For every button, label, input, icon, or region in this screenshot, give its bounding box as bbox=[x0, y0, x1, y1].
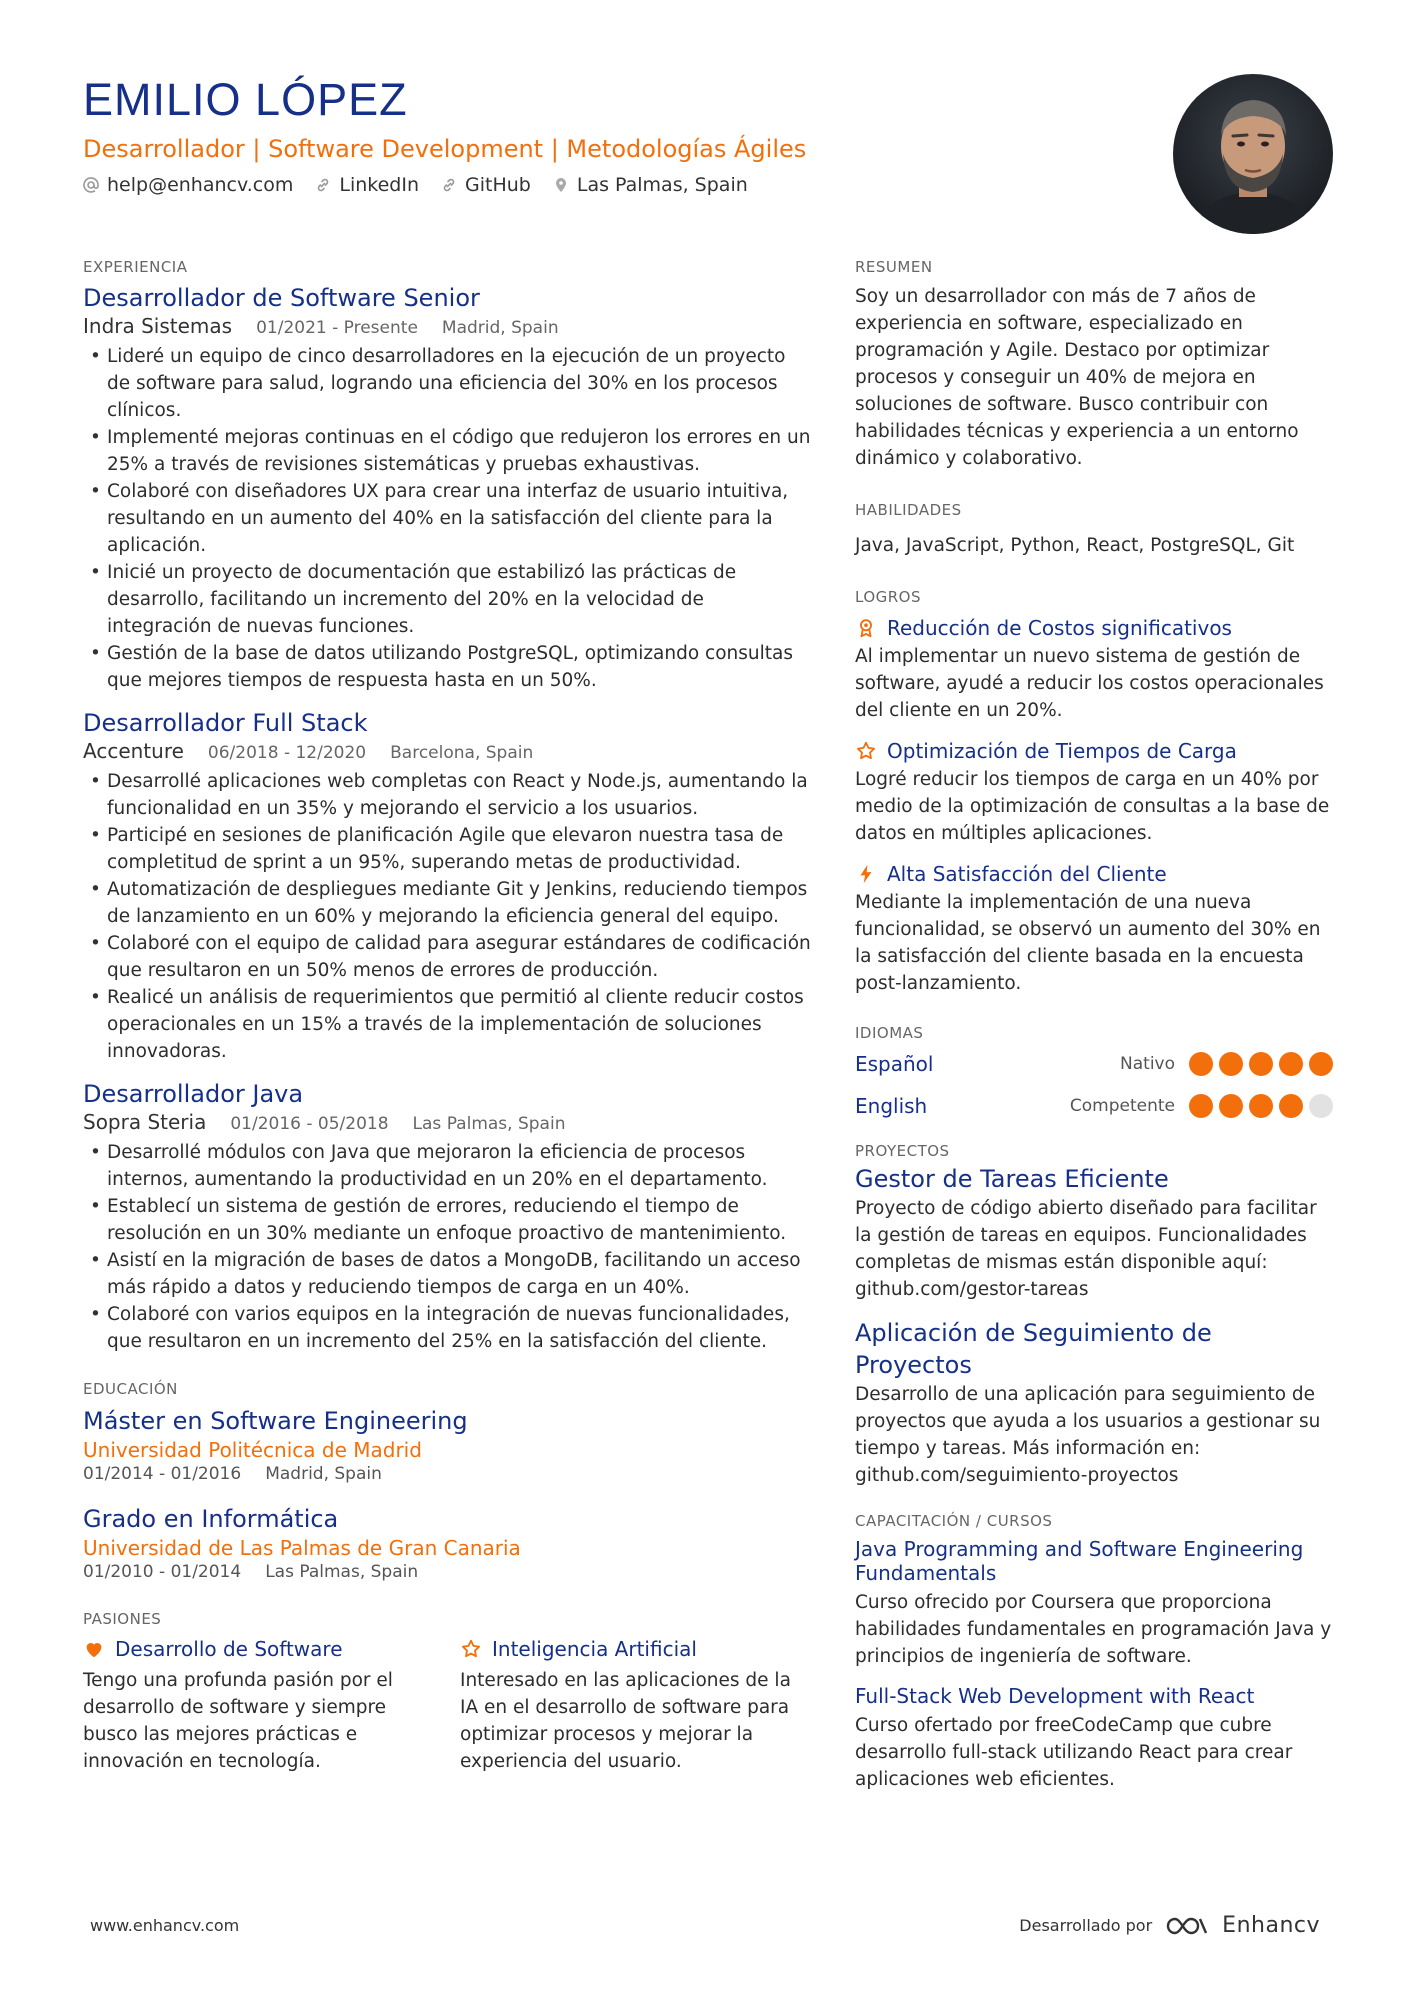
summary-heading: RESUMEN bbox=[855, 258, 933, 276]
education-degree: Máster en Software Engineering bbox=[83, 1407, 468, 1435]
skills-text: Java, JavaScript, Python, React, PostgreSQL, Git bbox=[855, 535, 1295, 556]
passions-heading: PASIONES bbox=[83, 1610, 162, 1628]
link-icon bbox=[441, 177, 457, 193]
project-desc: Proyecto de código abierto diseñado para facilitar la gestión de tareas en equipos. Funcionalidades completas de mismas están disponible aquí: github.com/gestor-tareas bbox=[855, 1198, 1317, 1300]
skills-heading: HABILIDADES bbox=[855, 501, 962, 519]
achievement-desc: Mediante la implementación de una nueva funcionalidad, se observó un aumento del 30% en la satisfacción del cliente basada en la encuesta post-lanzamiento. bbox=[855, 892, 1321, 994]
job-meta bbox=[83, 1109, 813, 1137]
footer-powered-by: Desarrollado por bbox=[1019, 1916, 1153, 1935]
education-location: Las Palmas, Spain bbox=[265, 1562, 419, 1582]
job-bullet: • Implementé mejoras continuas en el código que redujeron los errores en un 25% a través de revisiones sistemáticas y pruebas exhaustivas. bbox=[83, 424, 813, 478]
course-desc: Curso ofrecido por Coursera que proporciona habilidades fundamentales en programación Java y principios de ingeniería de software. bbox=[855, 1592, 1332, 1667]
language-rating bbox=[1189, 1052, 1333, 1076]
job-bullets bbox=[83, 1139, 813, 1355]
rating-dot-filled bbox=[1249, 1052, 1273, 1076]
job-bullet: • Gestión de la base de datos utilizando PostgreSQL, optimizando consultas que mejores tiempos de respuesta hasta en un 50%. bbox=[83, 640, 813, 694]
job-title: Desarrollador Java bbox=[83, 1080, 304, 1108]
language-rating bbox=[1189, 1094, 1333, 1118]
location-pin-icon bbox=[553, 177, 569, 193]
footer-brand-name: Enhancv bbox=[1222, 1913, 1320, 1938]
passion-desc: Interesado en las aplicaciones de la IA en el desarrollo de software para optimizar procesos y mejorar la experiencia del usuario. bbox=[460, 1670, 791, 1772]
education-meta bbox=[83, 1561, 813, 1583]
contact-location bbox=[553, 172, 748, 198]
passion-head bbox=[83, 1635, 428, 1663]
job-entry bbox=[83, 708, 813, 1065]
job-company: Sopra Steria bbox=[83, 1110, 207, 1134]
passion-desc: Tengo una profunda pasión por el desarrollo de software y siempre busco las mejores prácticas e innovación en tecnología. bbox=[83, 1670, 393, 1772]
star-icon bbox=[460, 1638, 482, 1660]
job-bullet: • Realicé un análisis de requerimientos que permitió al cliente reducir costos operacionales en un 15% a través de la implementación de soluciones innovadoras. bbox=[83, 984, 813, 1065]
right-column bbox=[855, 257, 1335, 1807]
language-name: English bbox=[855, 1094, 928, 1118]
achievement-title: Reducción de Costos significativos bbox=[887, 616, 1232, 640]
education-entry bbox=[83, 1503, 813, 1583]
job-dates: 01/2016 - 05/2018 bbox=[230, 1114, 389, 1134]
passions-list bbox=[83, 1635, 813, 1775]
education-degree: Grado en Informática bbox=[83, 1505, 339, 1533]
project-desc: Desarrollo de una aplicación para seguimiento de proyectos que ayuda a los usuarios a gestionar su tiempo y tareas. Más información en: github.com/seguimiento-proyectos bbox=[855, 1384, 1321, 1486]
job-bullet: • Colaboré con diseñadores UX para crear una interfaz de usuario intuitiva, resultando en un aumento del 40% en la satisfacción del cliente para la aplicación. bbox=[83, 478, 813, 559]
resume-header bbox=[83, 72, 1163, 198]
star-icon bbox=[855, 740, 877, 762]
job-entry bbox=[83, 283, 813, 694]
education-school: Universidad de Las Palmas de Gran Canaria bbox=[83, 1536, 521, 1560]
job-bullet: • Desarrollé módulos con Java que mejoraron la eficiencia de procesos internos, aumentando la productividad en un 20% en el departamento. bbox=[83, 1139, 813, 1193]
job-bullet: • Colaboré con el equipo de calidad para asegurar estándares de codificación que resultaron en un 50% menos de errores de producción. bbox=[83, 930, 813, 984]
job-bullet: • Establecí un sistema de gestión de errores, reduciendo el tiempo de resolución en un 30% mediante un enfoque proactivo de mantenimiento. bbox=[83, 1193, 813, 1247]
job-meta bbox=[83, 313, 813, 341]
profile-photo bbox=[1173, 74, 1333, 234]
contact-email[interactable] bbox=[83, 172, 293, 198]
job-bullet: • Participé en sesiones de planificación Agile que elevaron nuestra tasa de completitud de sprint a un 95%, superando metas de productividad. bbox=[83, 822, 813, 876]
course-title: Java Programming and Software Engineering Fundamentals bbox=[855, 1537, 1304, 1585]
achievement-item bbox=[855, 859, 1335, 997]
passion-item bbox=[83, 1635, 428, 1775]
rating-dot-filled bbox=[1189, 1052, 1213, 1076]
language-row bbox=[855, 1085, 1335, 1127]
rating-dot-filled bbox=[1249, 1094, 1273, 1118]
achievement-head bbox=[855, 736, 1335, 766]
course-title: Full-Stack Web Development with React bbox=[855, 1684, 1255, 1708]
contact-list bbox=[83, 172, 1163, 198]
course-desc: Curso ofertado por freeCodeCamp que cubre desarrollo full-stack utilizando React para crear aplicaciones web eficientes. bbox=[855, 1715, 1293, 1790]
passion-title: Inteligencia Artificial bbox=[492, 1637, 697, 1661]
bolt-icon bbox=[855, 863, 877, 885]
at-icon bbox=[83, 177, 99, 193]
languages-heading: IDIOMAS bbox=[855, 1024, 924, 1042]
education-dates: 01/2014 - 01/2016 bbox=[83, 1464, 242, 1484]
job-bullets bbox=[83, 768, 813, 1065]
portrait-image bbox=[1173, 74, 1333, 234]
language-level: Nativo bbox=[1120, 1054, 1175, 1074]
achievements-heading: LOGROS bbox=[855, 588, 922, 606]
project-title: Aplicación de Seguimiento de Proyectos bbox=[855, 1319, 1212, 1379]
summary-text: Soy un desarrollador con más de 7 años de experiencia en software, especializado en programación y Agile. Destaco por optimizar procesos y conseguir un 40% de mejora en soluciones de software. Busco contribuir con habilidades técnicas y experiencia a un entorno dinámico y colaborativo. bbox=[855, 286, 1299, 469]
page-footer bbox=[90, 1913, 1320, 1938]
job-dates: 01/2021 - Presente bbox=[256, 318, 418, 338]
job-bullets bbox=[83, 343, 813, 694]
course-item bbox=[855, 1537, 1335, 1670]
courses-heading: CAPACITACIÓN / CURSOS bbox=[855, 1512, 1053, 1530]
job-location: Barcelona, Spain bbox=[390, 743, 534, 763]
language-name: Español bbox=[855, 1052, 934, 1076]
job-title: Desarrollador Full Stack bbox=[83, 709, 368, 737]
job-bullet: • Desarrollé aplicaciones web completas con React y Node.js, aumentando la funcionalidad en un 35% y mejorando el servicio a los usuarios. bbox=[83, 768, 813, 822]
passion-title: Desarrollo de Software bbox=[115, 1637, 343, 1661]
course-item bbox=[855, 1684, 1335, 1793]
achievement-item bbox=[855, 613, 1335, 724]
education-school: Universidad Politécnica de Madrid bbox=[83, 1438, 422, 1462]
contact-email-text: help@enhancv.com bbox=[107, 174, 294, 196]
rating-dot-filled bbox=[1279, 1052, 1303, 1076]
education-location: Madrid, Spain bbox=[265, 1464, 382, 1484]
enhancv-logo-icon bbox=[1164, 1914, 1210, 1938]
achievement-desc: Al implementar un nuevo sistema de gestión de software, ayudé a reducir los costos operacionales del cliente en un 20%. bbox=[855, 646, 1324, 721]
passion-item bbox=[460, 1635, 805, 1775]
candidate-title: Desarrollador | Software Development | Metodologías Ágiles bbox=[83, 135, 807, 163]
job-location: Madrid, Spain bbox=[441, 318, 559, 338]
contact-linkedin-text: LinkedIn bbox=[339, 174, 420, 196]
contact-github-text: GitHub bbox=[465, 174, 531, 196]
award-icon bbox=[855, 617, 877, 639]
job-bullet: • Colaboré con varios equipos en la integración de nuevas funcionalidades, que resultaron en un incremento del 25% en la satisfacción del cliente. bbox=[83, 1301, 813, 1355]
achievement-item bbox=[855, 736, 1335, 847]
achievement-head bbox=[855, 859, 1335, 889]
project-item bbox=[855, 1317, 1335, 1489]
job-dates: 06/2018 - 12/2020 bbox=[207, 743, 367, 763]
project-title: Gestor de Tareas Eficiente bbox=[855, 1165, 1169, 1193]
candidate-name: EMILIO LÓPEZ bbox=[83, 74, 408, 125]
left-column bbox=[83, 257, 813, 1775]
link-icon bbox=[315, 177, 331, 193]
projects-heading: PROYECTOS bbox=[855, 1142, 950, 1160]
education-entry bbox=[83, 1405, 813, 1485]
rating-dot-empty bbox=[1309, 1094, 1333, 1118]
job-company: Indra Sistemas bbox=[83, 314, 233, 338]
language-level: Competente bbox=[1069, 1096, 1175, 1116]
job-company: Accenture bbox=[83, 739, 184, 763]
job-title: Desarrollador de Software Senior bbox=[83, 284, 480, 312]
achievement-head bbox=[855, 613, 1335, 643]
job-bullet: • Lideré un equipo de cinco desarrolladores en la ejecución de un proyecto de software para salud, logrando una eficiencia del 30% en los procesos clínicos. bbox=[83, 343, 813, 424]
project-item bbox=[855, 1163, 1335, 1303]
job-bullet: • Automatización de despliegues mediante Git y Jenkins, reduciendo tiempos de lanzamiento en un 60% y mejorando la eficiencia general del equipo. bbox=[83, 876, 813, 930]
education-dates: 01/2010 - 01/2014 bbox=[83, 1562, 242, 1582]
education-meta bbox=[83, 1463, 813, 1485]
rating-dot-filled bbox=[1189, 1094, 1213, 1118]
contact-github[interactable] bbox=[441, 172, 531, 198]
job-location: Las Palmas, Spain bbox=[412, 1114, 566, 1134]
footer-brand bbox=[1019, 1913, 1320, 1938]
job-bullet: • Inicié un proyecto de documentación que estabilizó las prácticas de desarrollo, facilitando un incremento del 20% en la velocidad de integración de nuevas funciones. bbox=[83, 559, 813, 640]
achievement-title: Alta Satisfacción del Cliente bbox=[887, 862, 1167, 886]
experience-heading: EXPERIENCIA bbox=[83, 258, 188, 276]
achievement-title: Optimización de Tiempos de Carga bbox=[887, 739, 1237, 763]
contact-location-text: Las Palmas, Spain bbox=[576, 174, 748, 196]
language-row bbox=[855, 1043, 1335, 1085]
education-heading: EDUCACIÓN bbox=[83, 1380, 178, 1398]
rating-dot-filled bbox=[1219, 1094, 1243, 1118]
heart-icon bbox=[83, 1638, 105, 1660]
rating-dot-filled bbox=[1279, 1094, 1303, 1118]
achievement-desc: Logré reducir los tiempos de carga en un 40% por medio de la optimización de consultas a la base de datos en múltiples aplicaciones. bbox=[855, 769, 1330, 844]
rating-dot-filled bbox=[1219, 1052, 1243, 1076]
rating-dot-filled bbox=[1309, 1052, 1333, 1076]
footer-url[interactable]: www.enhancv.com bbox=[90, 1916, 240, 1935]
job-entry bbox=[83, 1079, 813, 1355]
passion-head bbox=[460, 1635, 805, 1663]
job-meta bbox=[83, 738, 813, 766]
job-bullet: • Asistí en la migración de bases de datos a MongoDB, facilitando un acceso más rápido a datos y reduciendo tiempos de carga en un 40%. bbox=[83, 1247, 813, 1301]
contact-linkedin[interactable] bbox=[315, 172, 419, 198]
